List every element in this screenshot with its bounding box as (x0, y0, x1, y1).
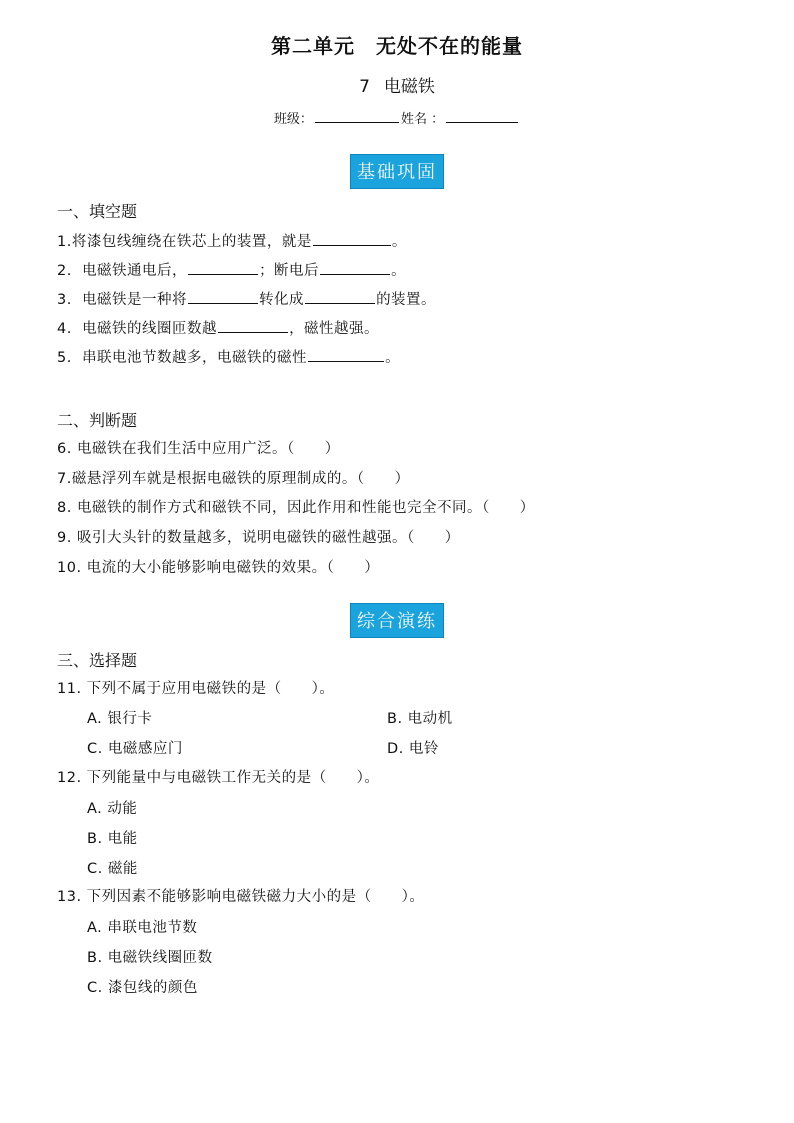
question-12: 12. 下列能量中与电磁铁工作无关的是（ ）。 (57, 770, 380, 786)
answer-blank[interactable] (188, 260, 258, 275)
option-11-a[interactable]: A. 银行卡 (87, 711, 153, 727)
class-name-line (0, 108, 794, 127)
section-multiple-choice-title: 三、选择题 (57, 651, 138, 670)
section-true-false-title: 二、判断题 (57, 411, 138, 430)
question-6: 6. 电磁铁在我们生活中应用广泛。（ ） (57, 441, 340, 457)
question-text: 的装置。 (376, 292, 437, 308)
question-number: 5. (57, 350, 72, 366)
question-text: ，磁性越强。 (289, 321, 380, 337)
question-10: 10. 电流的大小能够影响电磁铁的效果。（ ） (57, 560, 380, 576)
question-text: 电磁铁通电后， (82, 263, 188, 279)
question-number: 4. (57, 321, 72, 337)
lesson-number: 7 (359, 77, 370, 97)
option-13-b[interactable]: B. 电磁铁线圈匝数 (87, 950, 213, 966)
question-9: 9. 吸引大头针的数量越多，说明电磁铁的磁性越强。（ ） (57, 530, 460, 546)
answer-blank[interactable] (313, 231, 391, 246)
question-4 (57, 317, 379, 338)
question-3 (57, 288, 436, 309)
question-text: ；断电后 (259, 263, 320, 279)
question-text: 。 (385, 350, 401, 366)
option-11-d[interactable]: D. 电铃 (387, 741, 439, 757)
question-number: 1. (57, 234, 72, 250)
question-7: 7.磁悬浮列车就是根据电磁铁的原理制成的。（ ） (57, 471, 410, 487)
option-12-c[interactable]: C. 磁能 (87, 861, 138, 877)
answer-blank[interactable] (320, 260, 390, 275)
question-text: 将漆包线缠绕在铁芯上的装置，就是 (71, 234, 312, 250)
answer-blank[interactable] (305, 289, 375, 304)
option-13-a[interactable]: A. 串联电池节数 (87, 920, 198, 936)
question-text: 串联电池节数越多，电磁铁的磁性 (82, 350, 308, 366)
question-text: 电磁铁的线圈匝数越 (82, 321, 218, 337)
name-blank[interactable] (446, 110, 518, 123)
option-11-b[interactable]: B. 电动机 (387, 711, 453, 727)
question-5 (57, 346, 400, 367)
question-text: 电磁铁是一种将 (82, 292, 188, 308)
question-text: 。 (391, 263, 407, 279)
class-blank[interactable] (315, 110, 399, 123)
class-label: 班级： (273, 112, 313, 127)
option-12-b[interactable]: B. 电能 (87, 831, 138, 847)
option-12-a[interactable]: A. 动能 (87, 801, 138, 817)
section-fill-blank-title: 一、填空题 (57, 202, 138, 221)
banner-basic: 基础巩固 (350, 154, 444, 189)
option-11-c[interactable]: C. 电磁感应门 (87, 741, 183, 757)
banner-comprehensive: 综合演练 (350, 603, 444, 638)
question-1 (57, 230, 407, 251)
question-number: 3. (57, 292, 72, 308)
question-8: 8. 电磁铁的制作方式和磁铁不同，因此作用和性能也完全不同。（ ） (57, 500, 535, 516)
option-13-c[interactable]: C. 漆包线的颜色 (87, 980, 198, 996)
unit-title: 第二单元 无处不在的能量 (271, 34, 523, 58)
question-text: 转化成 (259, 292, 305, 308)
lesson-name: 电磁铁 (383, 77, 435, 97)
question-number: 2. (57, 263, 72, 279)
question-text: 。 (391, 234, 407, 250)
answer-blank[interactable] (188, 289, 258, 304)
answer-blank[interactable] (218, 318, 288, 333)
question-11: 11. 下列不属于应用电磁铁的是（ ）。 (57, 681, 335, 697)
name-label: 姓名 ： (400, 112, 445, 127)
question-13: 13. 下列因素不能够影响电磁铁磁力大小的是（ ）。 (57, 889, 425, 905)
question-2 (57, 259, 406, 280)
lesson-title (0, 72, 794, 97)
answer-blank[interactable] (308, 347, 384, 362)
